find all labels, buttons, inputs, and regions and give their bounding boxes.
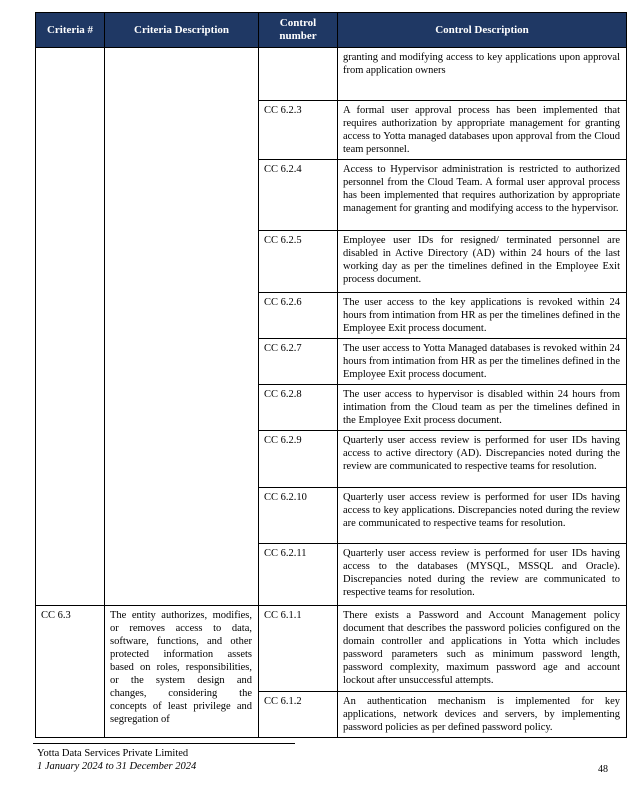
- page-number: 48: [598, 764, 608, 775]
- control-number-cell: CC 6.2.8: [259, 385, 338, 431]
- control-number-cell: CC 6.2.5: [259, 231, 338, 293]
- footer-report-period: 1 January 2024 to 31 December 2024: [37, 761, 197, 772]
- header-control-number: Control number: [259, 13, 338, 48]
- criteria-controls-table: [35, 12, 627, 738]
- header-criteria-number: Criteria #: [36, 13, 105, 48]
- criteria-description-cell: The entity authorizes, modifies, or removes access to data, software, functions, and other protected information assets based on roles, responsibilities, or the system design and changes, considering the concepts of least privilege and segregation of: [105, 606, 259, 738]
- control-number-cell: CC 6.2.10: [259, 488, 338, 544]
- footer-company-name: Yotta Data Services Private Limited: [37, 748, 189, 759]
- control-description-cell: An authentication mechanism is implemented for key applications, network devices and servers, by implementing password policies as per defined password policy.: [338, 692, 627, 738]
- control-description-cell: Quarterly user access review is performed for user IDs having access to key applications. Discrepancies noted during the review are communicated to respective teams for resolution.: [338, 488, 627, 544]
- criteria-description-cell: [105, 48, 259, 606]
- table-header-row: [36, 13, 627, 48]
- control-number-cell: CC 6.2.11: [259, 544, 338, 606]
- control-description-cell: The user access to Yotta Managed databases is revoked within 24 hours from intimation from HR as per the timelines defined in the Employee Exit process document.: [338, 339, 627, 385]
- criteria-id-cell: [36, 48, 105, 606]
- control-description-cell: The user access to the key applications is revoked within 24 hours from intimation from HR as per the timelines defined in the Employee Exit process document.: [338, 293, 627, 339]
- criteria-id-cell: CC 6.3: [36, 606, 105, 738]
- control-description-cell: Access to Hypervisor administration is restricted to authorized personnel from the Cloud Team. A formal user approval process has been implemented that requires authorization by appropriate management for granting and modifying access to the hypervisor.: [338, 160, 627, 231]
- control-number-cell: CC 6.1.1: [259, 606, 338, 692]
- table-row: [36, 606, 627, 692]
- control-number-cell: CC 6.2.4: [259, 160, 338, 231]
- control-number-cell: CC 6.2.3: [259, 101, 338, 160]
- control-number-cell: CC 6.2.7: [259, 339, 338, 385]
- control-number-cell: CC 6.2.9: [259, 431, 338, 488]
- header-criteria-description: Criteria Description: [105, 13, 259, 48]
- control-description-cell: There exists a Password and Account Management policy document that describes the password policies configured on the domain controller and applications in Yotta which includes password parameters such as minimum password length, password complexity, maximum password age and account lockout after unsuccessful attempts.: [338, 606, 627, 692]
- control-number-cell: [259, 48, 338, 101]
- footer-divider: [33, 743, 295, 744]
- control-description-cell: Employee user IDs for resigned/ terminated personnel are disabled in Active Directory (AD) within 24 hours of the last working day as per the timelines defined in the Employee Exit process document.: [338, 231, 627, 293]
- table-row: [36, 48, 627, 101]
- control-description-cell: Quarterly user access review is performed for user IDs having access to active directory (AD). Discrepancies noted during the review are communicated to respective teams for resolution.: [338, 431, 627, 488]
- control-description-cell: A formal user approval process has been implemented that requires authorization by appropriate management for granting access to Yotta managed databases upon approval from the Cloud team personnel.: [338, 101, 627, 160]
- control-number-cell: CC 6.2.6: [259, 293, 338, 339]
- header-control-description: Control Description: [338, 13, 627, 48]
- control-description-cell: The user access to hypervisor is disabled within 24 hours from intimation from the Cloud team as per the timelines defined in the Employee Exit process document.: [338, 385, 627, 431]
- control-number-cell: CC 6.1.2: [259, 692, 338, 738]
- control-description-cell: Quarterly user access review is performed for user IDs having access to the databases (MYSQL, MSSQL and Oracle). Discrepancies noted during the review are communicated to respective teams for resolution.: [338, 544, 627, 606]
- control-description-cell: granting and modifying access to key applications upon approval from application owners: [338, 48, 627, 101]
